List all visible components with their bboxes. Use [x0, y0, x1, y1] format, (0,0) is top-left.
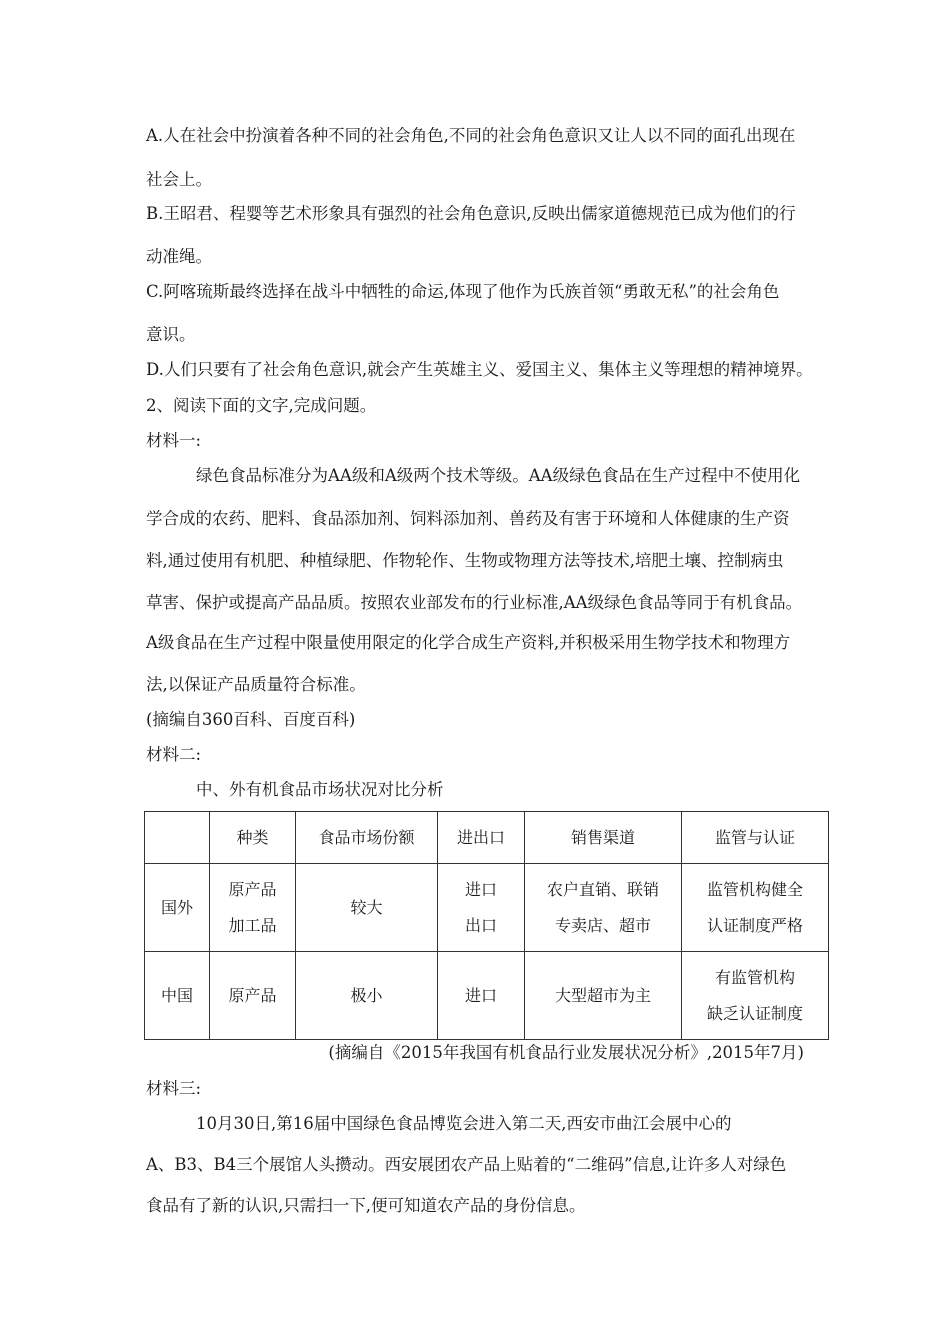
share-cell: 极小	[296, 952, 438, 1040]
option-a-line-2: 社会上。	[146, 170, 212, 189]
material-1-line: 绿色食品标准分为AA级和A级两个技术等级。AA级绿色食品在生产过程中不使用化	[196, 466, 801, 485]
material-1-source: (摘编自360百科、百度百科)	[146, 710, 356, 729]
table-header-row	[145, 812, 829, 864]
regulation-cell	[682, 952, 829, 1040]
material-1-line: 学合成的农药、肥料、食品添加剂、饲料添加剂、兽药及有害于环境和人体健康的生产资	[146, 509, 790, 528]
cell-line: 专卖店、超市	[554, 915, 651, 935]
cell-line: 加工品	[228, 915, 277, 935]
material-1-label: 材料一:	[146, 431, 202, 450]
question-2-prompt: 2、阅读下面的文字,完成问题。	[146, 396, 377, 415]
header-cell	[145, 812, 210, 864]
table-row	[145, 864, 829, 952]
material-1-line: 料,通过使用有机肥、种植绿肥、作物轮作、生物或物理方法等技术,培肥土壤、控制病虫	[146, 551, 784, 570]
trade-cell	[438, 864, 525, 952]
header-cell: 食品市场份额	[296, 812, 438, 864]
cell-line: 认证制度严格	[706, 915, 803, 935]
cell-line: 有监管机构	[714, 967, 795, 987]
header-cell: 进出口	[438, 812, 525, 864]
material-3-line: 10月30日,第16届中国绿色食品博览会进入第二天,西安市曲江会展中心的	[196, 1114, 732, 1133]
material-1-line: 法,以保证产品质量符合标准。	[146, 675, 366, 694]
cell-line: 出口	[464, 915, 497, 935]
table-title: 中、外有机食品市场状况对比分析	[196, 780, 444, 799]
header-cell: 监管与认证	[682, 812, 829, 864]
cell-line: 原产品	[228, 985, 277, 1005]
material-1-line: 草害、保护或提高产品品质。按照农业部发布的行业标准,AA级绿色食品等同于有机食品。	[146, 593, 803, 612]
cell-line: 农户直销、联销	[546, 879, 659, 899]
share-cell: 较大	[296, 864, 438, 952]
material-1-line: A级食品在生产过程中限量使用限定的化学合成生产资料,并积极采用生物学技术和物理方	[146, 633, 791, 652]
channel-cell	[525, 864, 682, 952]
material-2-label: 材料二:	[146, 745, 202, 764]
header-cell: 销售渠道	[525, 812, 682, 864]
material-3-line: 食品有了新的认识,只需扫一下,便可知道农产品的身份信息。	[146, 1196, 586, 1215]
cell-line: 进口	[464, 985, 497, 1005]
option-c-line-2: 意识。	[146, 325, 196, 344]
cell-line: 进口	[464, 879, 497, 899]
kind-cell	[210, 864, 296, 952]
comparison-table	[144, 811, 828, 1039]
regulation-cell	[682, 864, 829, 952]
kind-cell	[210, 952, 296, 1040]
cell-line: 缺乏认证制度	[706, 1003, 803, 1023]
material-3-line: A、B3、B4三个展馆人头攒动。西安展团农产品上贴着的“二维码”信息,让许多人对绿色	[146, 1155, 787, 1174]
cell-line: 监管机构健全	[706, 879, 803, 899]
cell-line: 大型超市为主	[554, 985, 651, 1005]
material-3-label: 材料三:	[146, 1079, 202, 1098]
option-a-line-1: A.人在社会中扮演着各种不同的社会角色,不同的社会角色意识又让人以不同的面孔出现在	[146, 126, 796, 145]
channel-cell	[525, 952, 682, 1040]
option-d-line-1: D.人们只要有了社会角色意识,就会产生英雄主义、爱国主义、集体主义等理想的精神境界。	[146, 360, 813, 379]
material-2-source: (摘编自《2015年我国有机食品行业发展状况分析》,2015年7月)	[328, 1043, 804, 1062]
header-cell: 种类	[210, 812, 296, 864]
option-c-line-1: C.阿喀琉斯最终选择在战斗中牺牲的命运,体现了他作为氏族首领“勇敢无私”的社会角色	[146, 282, 780, 301]
option-b-line-2: 动准绳。	[146, 247, 212, 266]
option-b-line-1: B.王昭君、程婴等艺术形象具有强烈的社会角色意识,反映出儒家道德规范已成为他们的行	[146, 204, 796, 223]
table-row	[145, 952, 829, 1040]
cell-line: 原产品	[228, 879, 277, 899]
region-cell: 中国	[145, 952, 210, 1040]
trade-cell	[438, 952, 525, 1040]
region-cell: 国外	[145, 864, 210, 952]
